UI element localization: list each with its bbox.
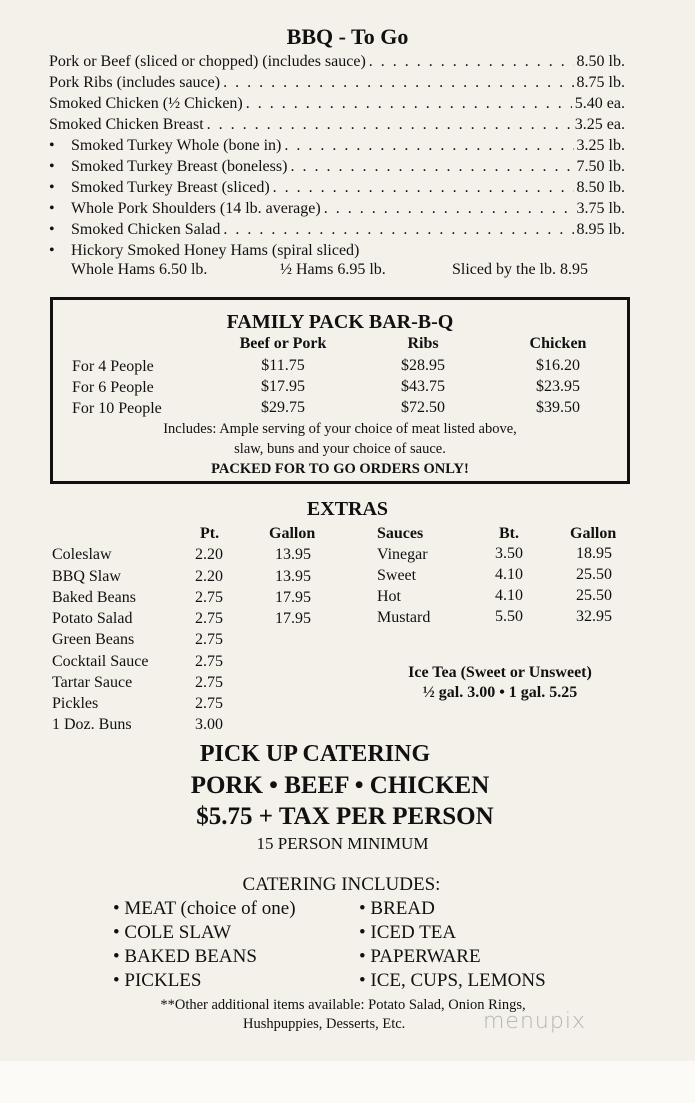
- price-cell: $39.50: [536, 399, 580, 416]
- side-pt: 2.75: [195, 589, 223, 606]
- side-name: Potato Salad: [52, 610, 133, 627]
- catering-includes-title: CATERING INCLUDES:: [242, 874, 441, 895]
- item-name: Smoked Turkey Breast (boneless): [71, 158, 288, 175]
- ham-item: [49, 241, 625, 261]
- catering-title: PICK UP CATERING: [199, 741, 431, 767]
- menu-item: [49, 94, 625, 114]
- col-header-sauces: Sauces: [377, 525, 424, 542]
- side-pt: 2.20: [195, 568, 223, 585]
- item-price: 8.50 lb.: [576, 179, 625, 196]
- catering-include-item: • COLE SLAW: [113, 922, 232, 943]
- dot-leader: [290, 157, 573, 177]
- price-cell: $72.50: [401, 399, 445, 416]
- catering-price: $5.75 + TAX PER PERSON: [196, 803, 494, 830]
- side-pt: 3.00: [195, 716, 223, 733]
- col-header-beef-pork: Beef or Pork: [239, 335, 327, 352]
- side-name: 1 Doz. Buns: [52, 716, 132, 733]
- catering-include-item: • MEAT (choice of one): [113, 898, 296, 919]
- includes-text: slaw, buns and your choice of sauce.: [234, 441, 446, 457]
- side-gallon: 17.95: [275, 610, 311, 627]
- menu-item: [49, 199, 625, 219]
- item-price: 5.40 ea.: [574, 95, 625, 112]
- bullet-icon: •: [49, 221, 55, 238]
- item-name: Smoked Turkey Whole (bone in): [71, 137, 282, 154]
- item-name: Smoked Chicken Breast: [49, 116, 204, 133]
- side-pt: 2.75: [195, 674, 223, 691]
- side-pt: 2.20: [195, 546, 223, 563]
- sauce-name: Vinegar: [377, 546, 428, 563]
- additional-items-note: Hushpuppies, Desserts, Etc.: [243, 1016, 406, 1032]
- ice-tea-title: Ice Tea (Sweet or Unsweet): [408, 664, 592, 681]
- item-price: 3.25 ea.: [574, 116, 625, 133]
- ice-tea-prices: ½ gal. 3.00 • 1 gal. 5.25: [422, 684, 578, 701]
- row-label: For 4 People: [72, 358, 154, 375]
- item-price: 7.50 lb.: [576, 158, 625, 175]
- side-pt: 2.75: [195, 653, 223, 670]
- side-pt: 2.75: [195, 631, 223, 648]
- family-pack-title: FAMILY PACK BAR-B-Q: [226, 311, 454, 333]
- price-cell: $28.95: [401, 357, 445, 374]
- item-price: 3.75 lb.: [576, 200, 625, 217]
- dot-leader: [273, 178, 574, 198]
- col-header-sauce-gallon: Gallon: [570, 525, 617, 542]
- price-cell: $11.75: [261, 357, 305, 374]
- item-name: Smoked Chicken (½ Chicken): [49, 95, 243, 112]
- catering-include-item: • ICED TEA: [359, 922, 457, 943]
- item-price: 8.75 lb.: [576, 74, 625, 91]
- side-name: Cocktail Sauce: [52, 653, 149, 670]
- bullet-icon: •: [49, 200, 55, 217]
- col-header-ribs: Ribs: [407, 335, 439, 352]
- dot-leader: [207, 115, 572, 135]
- dot-leader: [223, 73, 573, 93]
- paper-edge: [0, 1061, 695, 1103]
- sauce-name: Sweet: [377, 567, 417, 584]
- item-price: 8.95 lb.: [576, 221, 625, 238]
- dot-leader: [324, 199, 574, 219]
- sauce-bt: 3.50: [495, 545, 523, 562]
- sauce-gallon: 25.50: [576, 566, 612, 583]
- side-gallon: 17.95: [275, 589, 311, 606]
- side-name: Green Beans: [52, 631, 135, 648]
- sauce-bt: 4.10: [495, 587, 523, 604]
- bullet-icon: •: [49, 137, 55, 154]
- item-price: 8.50 lb.: [576, 53, 625, 70]
- col-header-chicken: Chicken: [529, 335, 587, 352]
- menu-item: [49, 157, 625, 177]
- catering-include-item: • PICKLES: [113, 970, 202, 991]
- bullet-icon: •: [49, 242, 55, 259]
- side-pt: 2.75: [195, 695, 223, 712]
- menu-item: [49, 115, 625, 135]
- item-price: 3.25 lb.: [576, 137, 625, 154]
- includes-text: Includes: Ample serving of your choice of meat listed above,: [163, 421, 517, 437]
- packed-notice: PACKED FOR TO GO ORDERS ONLY!: [211, 461, 469, 477]
- additional-items-note: **Other additional items available: Potato Salad, Onion Rings,: [160, 997, 526, 1013]
- price-cell: $43.75: [401, 378, 445, 395]
- price-cell: $16.20: [536, 357, 580, 374]
- side-name: Coleslaw: [52, 546, 112, 563]
- side-name: Tartar Sauce: [52, 674, 133, 691]
- item-name: Smoked Chicken Salad: [71, 221, 221, 238]
- dot-leader: [223, 220, 573, 240]
- dot-leader: [246, 94, 572, 114]
- item-name: Pork Ribs (includes sauce): [49, 74, 221, 91]
- ham-half-price: ½ Hams 6.95 lb.: [280, 261, 386, 278]
- item-name: Whole Pork Shoulders (14 lb. average): [71, 200, 321, 217]
- side-gallon: 13.95: [275, 546, 311, 563]
- side-name: Pickles: [52, 695, 99, 712]
- side-name: Baked Beans: [52, 589, 136, 606]
- sauce-gallon: 18.95: [576, 545, 612, 562]
- family-pack-box: [50, 297, 630, 484]
- side-pt: 2.75: [195, 610, 223, 627]
- bullet-icon: •: [49, 179, 55, 196]
- catering-include-item: • BAKED BEANS: [113, 946, 257, 967]
- menu-item: [49, 136, 625, 156]
- catering-meats: PORK • BEEF • CHICKEN: [190, 772, 490, 799]
- price-cell: $17.95: [261, 378, 305, 395]
- catering-include-item: • ICE, CUPS, LEMONS: [359, 970, 546, 991]
- sauce-name: Mustard: [377, 609, 431, 626]
- sauce-name: Hot: [377, 588, 401, 605]
- sauce-bt: 4.10: [495, 566, 523, 583]
- side-name: BBQ Slaw: [52, 568, 121, 585]
- catering-include-item: • PAPERWARE: [359, 946, 481, 967]
- price-cell: $23.95: [536, 378, 580, 395]
- col-header-gallon: Gallon: [269, 525, 316, 542]
- sauce-gallon: 32.95: [576, 608, 612, 625]
- menu-item: [49, 73, 625, 93]
- side-gallon: 13.95: [275, 568, 311, 585]
- row-label: For 10 People: [72, 400, 162, 417]
- bullet-icon: •: [49, 158, 55, 175]
- col-header-pt: Pt.: [200, 525, 220, 542]
- bbq-title: BBQ - To Go: [286, 24, 409, 49]
- menu-item: [49, 52, 625, 72]
- dot-leader: [284, 136, 573, 156]
- ham-sliced-price: Sliced by the lb. 8.95: [452, 261, 588, 278]
- price-cell: $29.75: [261, 399, 305, 416]
- menu-item: [49, 178, 625, 198]
- sauce-gallon: 25.50: [576, 587, 612, 604]
- item-name: Pork or Beef (sliced or chopped) (includes sauce): [49, 53, 366, 70]
- row-label: For 6 People: [72, 379, 154, 396]
- item-name: Smoked Turkey Breast (sliced): [71, 179, 270, 196]
- ham-title: Hickory Smoked Honey Hams (spiral sliced): [71, 242, 360, 259]
- menu-item: [49, 220, 625, 240]
- catering-include-item: • BREAD: [359, 898, 435, 919]
- sauce-bt: 5.50: [495, 608, 523, 625]
- catering-minimum: 15 PERSON MINIMUM: [256, 834, 429, 853]
- extras-title: EXTRAS: [306, 498, 389, 520]
- menupix-watermark-logo: menupix: [483, 1009, 586, 1034]
- dot-leader: [369, 52, 574, 72]
- col-header-bt: Bt.: [499, 525, 519, 542]
- ham-whole-price: Whole Hams 6.50 lb.: [71, 261, 208, 278]
